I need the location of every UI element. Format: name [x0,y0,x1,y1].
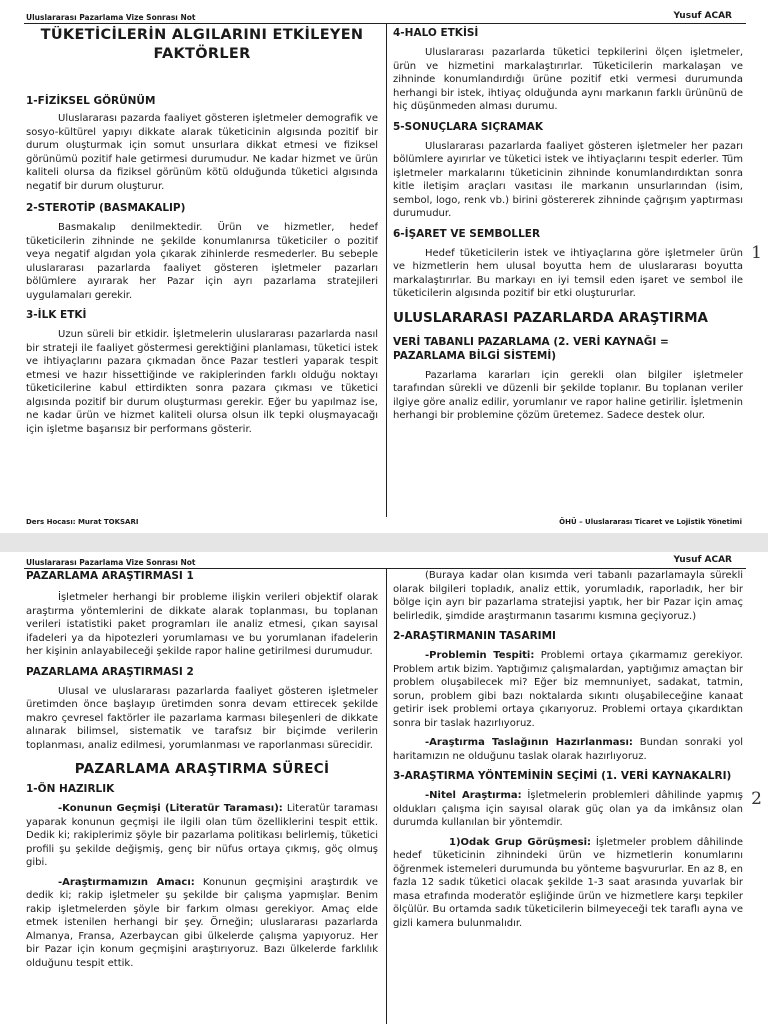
section-text [393,736,743,763]
section-text: Hedef tüketicilerin istek ve ihtiyaçlarına göre işletmeler ürün ve hizmetlerin hem ulusal boyutta hem de uluslararası boyutta markalaştırırlar. Bu markayı en iyi temsil eden işaret ve sembol ile tüketicilerin algısında pozitif bir etki oluştururlar. [393,247,743,299]
section-heading: 2-ARAŞTIRMANIN TASARIMI [393,630,556,642]
subsection-text: Bundan sonraki yol haritamızın ne olduğunu taslak olarak hazırlıyoruz. [393,737,743,762]
section-heading: 6-İŞARET VE SEMBOLLER [393,227,541,240]
section-heading: 3-ARAŞTIRMA YÖNTEMİNİN SEÇİMİ (1. VERİ KAYNAKALRI) [393,770,732,782]
column-divider [386,23,387,517]
section-text: (Buraya kadar olan kısımda veri tabanlı pazarlamayla sürekli olarak bilgileri topladık, analiz ettik, yorumladık, raporladık, her bir bölge için ayrı bir pazarlama stratejisi yaptık, her bir Pazar için amaç belirledik, şimdide araştırmanın tasarımı kısmına geçiyoruz.) [393,570,743,622]
page-title: TÜKETİCİLERİN ALGILARINI ETKİLEYEN FAKTÖRLER [40,27,364,62]
header-rule [24,23,746,24]
subheading: -Konunun Geçmişi (Literatür Taraması): [58,803,283,814]
page2-right-column [393,569,743,1024]
header-author: Yusuf ACAR [673,11,732,21]
section-text: Uluslararası pazarlarda faaliyet gösteren işletmeler her pazarı bölümlere ayırırlar ve tüketici istek ve ihtiyaçlarını tespit ederler. Tüm işletmeler markalarını tüketicinin zihninde konumlandırdıktan sonra kitle iletişim araçları vasıtası ile markanın unsurlarından (isim, sembol, logo, renk vb.) birini göstererek zihninde çağrışım yaptırması durumudur. [393,140,743,219]
section-heading: 1-FİZİKSEL GÖRÜNÜM [26,95,156,107]
header-author: Yusuf ACAR [673,555,732,565]
column-divider [386,568,387,1024]
section-text: Ulusal ve uluslararası pazarlarda faaliyet gösteren işletmeler üretimden önce başlayıp üretimden sonra devam ettirecek şekilde makro çevresel faktörler ile pazarlama karması bileşenleri de dikkate alınarak bilimsel, sistematik ve tarafsız bir biçimde verilerin toplanması, analiz edilmesi, yorumlanması ve raporlanması sürecidir. [26,685,378,751]
subsection-text: Konunun geçmişini araştırdık ve dedik ki; rakip işletmeler şu şekilde bir çalışma yapmışlar. Benim rakip işletmelerden şöyle bir farkım olması gerekiyor. Amaç elde etmek istenilen herhangi bir şey. Örneğin; uluslararası pazarlarda Almanya, Fransa, Azerbaycan gibi ülkelerde çalışma yapıyoruz. Her bir Pazar için konum geçmişini araştırıyoruz. Bazı ülkelerde farklılık olduğunu tespit ettik. [26,876,378,969]
subheading: -Problemin Tespiti: [425,650,535,661]
section-text [26,876,378,971]
page-2 [0,552,768,1024]
section-text: Uluslararası pazarda faaliyet gösteren işletmeler demografik ve sosyo-kültürel yapıyı dikkate alarak tüketicinin algısında pozitif bir durum oluşturmak için somut unsurlara dikkat etmesi ve fiziksel görünümü pozitif hale getirmesi durumudur. Ne kadar hizmet ve ürün kaliteli olursa da fiziksel görünüm kötü olduğunda tüketici algısında negatif bir durum oluşturur. [26,113,378,192]
section-text [26,802,378,870]
section-heading: 4-HALO ETKİSİ [393,27,479,39]
page-number: 2 [751,789,762,809]
section-heading: PAZARLAMA ARAŞTIRMASI 1 [26,570,194,582]
section-text [393,836,743,931]
subheading: -Araştırmamızın Amacı: [58,876,195,888]
footer-institution: ÖHÜ – Uluslararası Ticaret ve Lojistik Yönetimi [559,518,742,526]
section-heading: 3-İLK ETKİ [26,309,87,321]
section-title: PAZARLAMA ARAŞTIRMA SÜRECİ [74,761,330,777]
subheading: 1)Odak Grup Görüşmesi: [449,836,592,848]
page2-left-column [26,569,378,1024]
page-gap [0,533,768,552]
section-text: Uluslararası pazarlarda tüketici tepkilerini ölçen işletmeler, ürün ve hizmetini markalaştırırlar. Tüketicilerin markalaşan ve zihninde konumlandırdığı ürüne pozitif etki vermesi durumunda herhangi bir istek, ihtiyaç olduğunda aynı markanın farklı ürününü de hiç düşünmeden alması durumu. [393,47,743,112]
section-heading: PAZARLAMA ARAŞTIRMASI 2 [26,665,194,678]
section-heading: VERİ TABANLI PAZARLAMA (2. VERİ KAYNAĞI = PAZARLAMA BİLGİ SİSTEMİ) [393,335,669,362]
subsection-text: İşletmelerin problemleri dâhilinde yapmış oldukları çalışma için sayısal olarak güç olan ya da imkânsız olan durumda kullanılan bir yöntemdir. [393,790,743,828]
section-text: İşletmeler herhangi bir probleme ilişkin verileri objektif olarak araştırma yöntemlerini de dikkate alarak toplanması, bu toplanan verileri istatistiki paket programları ile analiz etmesi, çıkan sayısal ifadeleri ya da hipotezleri yorumlaması ve bu yorumlanan ifadelerin her kişinin anlayabileceği şekilde rapor haline getirilmesi durumudur. [26,592,378,657]
section-heading: 5-SONUÇLARA SIÇRAMAK [393,120,543,133]
page1-left-column [26,26,378,496]
section-text: Uzun süreli bir etkidir. İşletmelerin uluslararası pazarlarda nasıl bir strateji ile faaliyet göstermesi gerektiğini planlaması, tüketici istek ve ihtiyaçlarını pazara çıkmadan önce Pazar testleri yaparak tespit etmesi ve hazır hissettiğinde ve rakiplerinden farklı olduğu noktayı tüketicilerine kabul ettirdikten sonra pazara çıkması ve tüketici algısında pozitif bir durum oluşturması gerekir. Eğer bu yapılmaz ise, ne kadar ürün ve hizmet kaliteli olursa olsun ilk tepki oluşmayacağı için işletme başarısız bir performans gösterir. [26,329,378,435]
subheading: -Araştırma Taslağının Hazırlanması: [425,737,633,748]
section-text: Basmakalıp denilmektedir. Ürün ve hizmetler, hedef tüketicilerin zihninde ne şekilde konumlanırsa tüketiciler o pozitif veya negatif algıdan yola çıkarak zihinlerde resmederler. Bu sebeple uluslararası pazarlarda faaliyet gösteren işletmeler pazarları bölümlere ayırarak her Pazar için ayrı pazarlama stratejileri uygulamaları gerekir. [26,222,378,301]
section-title: ULUSLARARASI PAZARLARDA ARAŞTIRMA [393,309,709,326]
section-heading: 1-ÖN HAZIRLIK [26,783,115,795]
header-course-title: Uluslararası Pazarlama Vize Sonrası Not [26,558,196,567]
section-heading: 2-STEROTİP (BASMAKALIP) [26,202,186,214]
header-course-title: Uluslararası Pazarlama Vize Sonrası Not [26,13,196,22]
subsection-text: İşletmeler problem dâhilinde hedef tüketicinin zihnindeki ürün ve hizmetlerin konumlarını öğrenmek istemeleri durumunda bu yönteme başvururlar. En az 8, en fazla 12 sadık tüketici olacak şekilde 1-3 saat arasında yuvarlak bir masa etrafında moderatör eşliğinde ürün ve hizmetlere karşı tepkiler ölçülür. Bu ortamda sadık tüketicilerin bilmeyeceği tek taraflı ayna ve gizli kamera bulunmalıdır. [393,836,743,929]
section-text [393,789,743,830]
subsection-text: Literatür taraması yaparak konunun geçmişi ile ilgili olan tüm özelliklerini tespit ettik. Dedik ki; rakiplerimiz şöyle bir pazarlama politikası belirlemiş, tüketici profili şu şekilde değişmiş, genç bir nüfus ortaya çıkmış, göç olmuş gibi. [26,803,378,868]
subsection-text: Problemi ortaya çıkarmamız gerekiyor. Problem artık bizim. Yaptığımız çalışmalardan, yaptığımız amaçtan bir problem oluşabilecek mi? Eğer biz memnuniyet, sadakat, tatmin, sorun, problem gibi bazı noktalarda sıkıntı oluşabileceğine kanaat getirir isek problemi ortaya çıkarıyoruz. Problemi ortaya çıkardıktan sonra bir taslak hazırlıyoruz. [393,650,743,729]
footer-instructor: Ders Hocası: Murat TOKSARI [26,518,139,526]
page-number: 1 [751,243,762,263]
subheading: -Nitel Araştırma: [425,790,522,801]
section-text [393,649,743,730]
section-text: Pazarlama kararları için gerekli olan bilgiler işletmeler tarafından sürekli ve düzenli bir şekilde toplanır. Bu toplanan veriler ilgiye göre analiz edilir, yorumlanır ve rapor haline getirilir. İşletmenin herhangi bir problemine çözüm üretemez. Sadece destek olur. [393,369,743,421]
page1-right-column [393,26,743,466]
